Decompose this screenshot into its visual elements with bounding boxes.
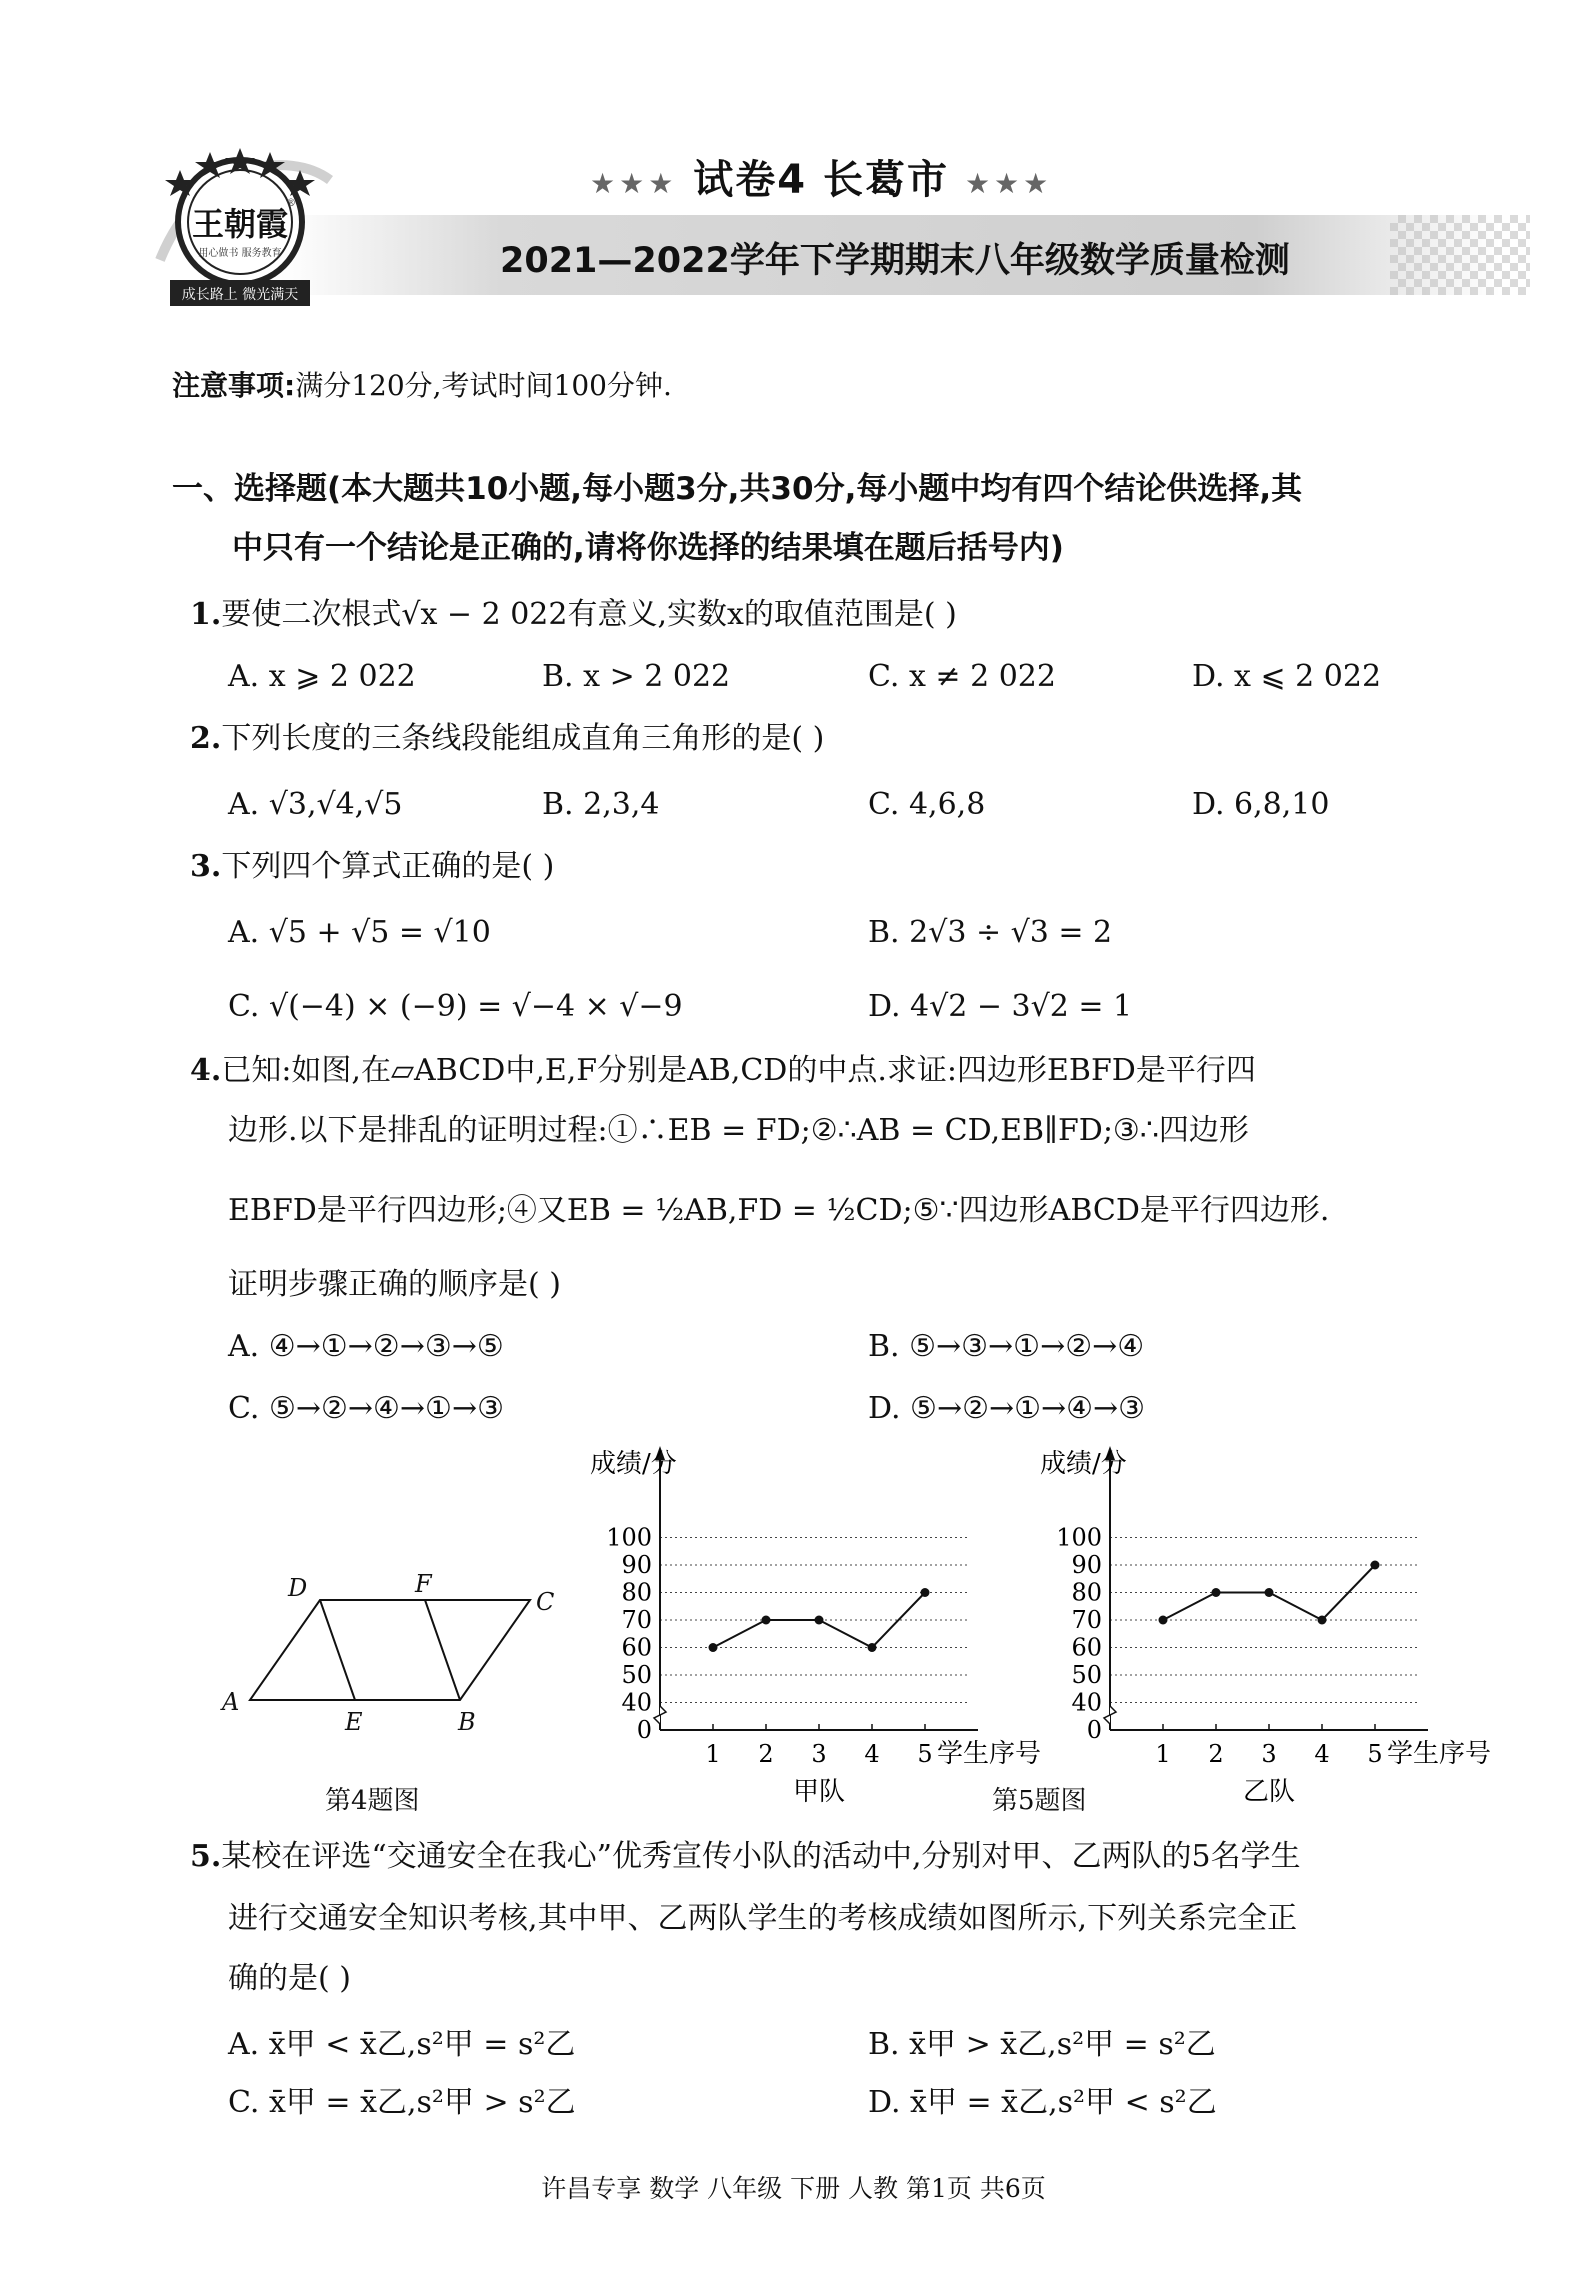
question-4-line4: 证明步骤正确的顺序是( ): [228, 1267, 561, 1302]
question-number: 5.: [190, 1839, 222, 1874]
y-tick-label: 70: [1071, 1606, 1102, 1634]
question-text: 下列四个算式正确的是( ): [221, 849, 555, 884]
y-axis-label: 成绩/分: [590, 1449, 677, 1479]
question-number: 1.: [190, 597, 222, 632]
q2-option-b: B. 2,3,4: [542, 787, 660, 822]
vertex-b-label: B: [458, 1708, 476, 1736]
y-tick-label: 70: [621, 1606, 652, 1634]
y-tick-label: 50: [1071, 1661, 1102, 1689]
x-tick-label: 2: [1208, 1740, 1224, 1768]
header-checker-pattern: [1390, 215, 1530, 295]
x-axis-label: 学生序号: [937, 1739, 1042, 1769]
question-number: 2.: [190, 721, 222, 756]
question-4-line3: EBFD是平行四边形;④又EB = ½AB,FD = ½CD;⑤∵四边形ABCD是平行四边形.: [228, 1193, 1330, 1228]
data-point: [1212, 1588, 1221, 1597]
x-tick-label: 3: [811, 1740, 827, 1768]
q1-option-d: D. x ⩽ 2 022: [1192, 659, 1382, 694]
q3-option-c: C. √(−4) × (−9) = √−4 × √−9: [228, 989, 683, 1024]
y-tick-label: 40: [1071, 1688, 1102, 1717]
data-point: [1371, 1561, 1380, 1570]
data-point: [815, 1616, 824, 1625]
q1-option-c: C. x ≠ 2 022: [868, 659, 1056, 694]
y-axis-label: 成绩/分: [1040, 1449, 1127, 1479]
q4-option-b: B. ⑤→③→①→②→④: [868, 1329, 1145, 1364]
notice-text: 满分120分,考试时间100分钟.: [295, 369, 672, 402]
x-tick-label: 5: [1367, 1740, 1383, 1768]
data-point: [709, 1643, 718, 1652]
section-heading-line2: 中只有一个结论是正确的,请将你选择的结果填在题后括号内): [232, 530, 1064, 566]
q2-option-c: C. 4,6,8: [868, 787, 986, 822]
question-5: [190, 1839, 1301, 1874]
question-5-line3: 确的是( ): [228, 1961, 351, 1996]
data-point: [762, 1616, 771, 1625]
stars-left-icon: ★★★: [590, 167, 678, 200]
logo-slogan: 用心做书 服务教育: [198, 248, 282, 259]
data-point: [868, 1643, 877, 1652]
vertex-c-label: C: [536, 1588, 555, 1616]
figure-5-caption: 第5题图: [992, 1786, 1087, 1816]
page-footer: 许昌专享 数学 八年级 下册 人教 第1页 共6页: [541, 2174, 1046, 2203]
vertex-d-label: D: [288, 1574, 308, 1602]
q5-option-a: A. x̄甲 < x̄乙,s²甲 = s²乙: [228, 2027, 576, 2062]
y-tick-label: 40: [621, 1688, 652, 1717]
x-tick-label: 1: [705, 1740, 721, 1768]
q4-option-c: C. ⑤→②→④→①→③: [228, 1391, 504, 1426]
figure-4-caption: 第4题图: [325, 1786, 420, 1816]
y-tick-label: 100: [606, 1523, 652, 1552]
q5-option-b: B. x̄甲 > x̄乙,s²甲 = s²乙: [868, 2027, 1216, 2062]
q2-option-d: D. 6,8,10: [1192, 787, 1330, 822]
x-tick-label: 3: [1261, 1740, 1277, 1768]
question-4: [190, 1053, 1256, 1088]
q5-option-c: C. x̄甲 = x̄乙,s²甲 > s²乙: [228, 2085, 576, 2120]
logo-ribbon-text: 成长路上 微光满天: [181, 287, 299, 303]
parallelogram-abcd: [250, 1600, 530, 1700]
question-text: 要使二次根式√x − 2 022有意义,实数x的取值范围是( ): [221, 597, 957, 632]
axis-break-icon: [1104, 1706, 1116, 1724]
q3-option-d: D. 4√2 − 3√2 = 1: [868, 989, 1133, 1024]
x-tick-label: 4: [1314, 1740, 1330, 1768]
chart-title: 甲队: [792, 1777, 846, 1807]
question-5-line2: 进行交通安全知识考核,其中甲、乙两队学生的考核成绩如图所示,下列关系完全正: [228, 1901, 1298, 1936]
question-2: [190, 721, 825, 756]
y-tick-label: 80: [1071, 1578, 1102, 1607]
figure-4-parallelogram: [210, 1560, 570, 1750]
q4-option-d: D. ⑤→②→①→④→③: [868, 1391, 1146, 1426]
q5-option-d: D. x̄甲 = x̄乙,s²甲 < s²乙: [868, 2085, 1217, 2120]
data-point: [1318, 1616, 1327, 1625]
section-heading-line1: 一、选择题(本大题共10小题,每小题3分,共30分,每小题中均有四个结论供选择,其: [172, 471, 1303, 507]
y-tick-label: 90: [1071, 1551, 1102, 1579]
question-text-line1: 某校在评选“交通安全在我心”优秀宣传小队的活动中,分别对甲、乙两队的5名学生: [221, 1839, 1301, 1874]
data-point: [921, 1588, 930, 1597]
axis-break-icon: [654, 1706, 666, 1724]
segment-de: [320, 1600, 355, 1700]
logo-name: 王朝霞: [191, 205, 289, 243]
y-tick-label: 90: [621, 1551, 652, 1579]
q1-option-a: A. x ⩾ 2 022: [228, 659, 416, 694]
segment-fb: [425, 1600, 460, 1700]
data-point: [1159, 1616, 1168, 1625]
paper-title: 试卷4 长葛市: [693, 157, 950, 203]
x-axis-label: 学生序号: [1387, 1739, 1492, 1769]
q3-option-a: A. √5 + √5 = √10: [228, 915, 491, 950]
x-tick-label: 2: [758, 1740, 774, 1768]
exam-subtitle: 2021—2022学年下学期期末八年级数学质量检测: [500, 241, 1290, 281]
q3-option-b: B. 2√3 ÷ √3 = 2: [868, 915, 1113, 950]
y-tick-label: 80: [621, 1578, 652, 1607]
x-tick-label: 5: [917, 1740, 933, 1768]
question-text-line1: 已知:如图,在▱ABCD中,E,F分别是AB,CD的中点.求证:四边形EBFD是平行四: [221, 1053, 1256, 1088]
q2-option-a: A. √3,√4,√5: [228, 787, 403, 822]
logo-registered-mark: ®: [286, 198, 296, 209]
question-4-line2: 边形.以下是排乱的证明过程:①∴EB = FD;②∴AB = CD,EB∥FD;③∴四边形: [228, 1113, 1249, 1148]
notice: [172, 369, 672, 402]
y-tick-label: 60: [1071, 1633, 1102, 1662]
vertex-e-label: E: [345, 1708, 363, 1736]
stars-right-icon: ★★★: [964, 167, 1053, 200]
vertex-a-label: A: [222, 1688, 240, 1716]
question-number: 4.: [190, 1053, 222, 1088]
question-number: 3.: [190, 849, 222, 884]
publisher-logo: [140, 140, 340, 320]
x-tick-label: 4: [864, 1740, 880, 1768]
q1-option-b: B. x > 2 022: [542, 659, 731, 694]
notice-label: 注意事项:: [172, 369, 296, 402]
chart-title: 乙队: [1242, 1777, 1296, 1807]
y-tick-label: 100: [1056, 1523, 1102, 1552]
question-3: [190, 849, 555, 884]
x-tick-label: 1: [1155, 1740, 1171, 1768]
y-tick-label: 0: [1086, 1716, 1102, 1744]
y-tick-label: 60: [621, 1633, 652, 1662]
y-tick-label: 0: [636, 1716, 652, 1744]
question-text: 下列长度的三条线段能组成直角三角形的是( ): [221, 721, 825, 756]
q4-option-a: A. ④→①→②→③→⑤: [228, 1329, 504, 1364]
y-tick-label: 50: [621, 1661, 652, 1689]
paper-title-row: [590, 148, 1052, 205]
question-1: [190, 597, 957, 632]
vertex-f-label: F: [415, 1570, 432, 1598]
data-point: [1265, 1588, 1274, 1597]
